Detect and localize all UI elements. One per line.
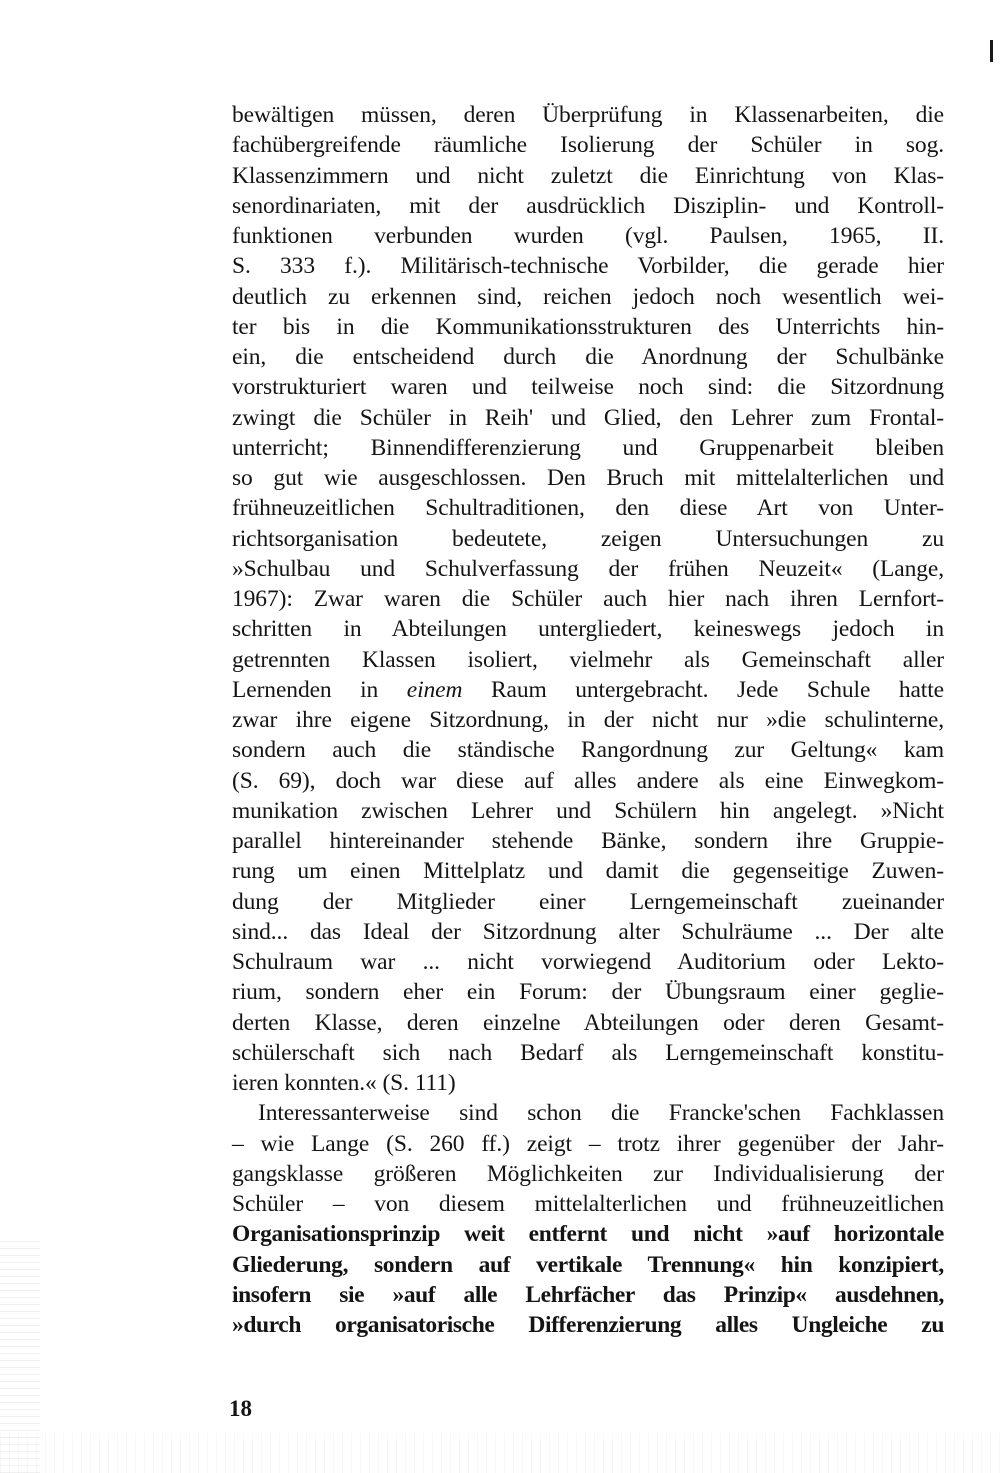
text-line: vorstrukturiert waren und teilweise noch sind: die Sitzordnung [232, 374, 944, 401]
emphasized-word: einem [406, 676, 463, 703]
text-line: zwingt die Schüler in Reih' und Glied, den Lehrer zum Frontal- [232, 404, 944, 431]
text-line: S. 333 f.). Militärisch-technische Vorbilder, die gerade hier [232, 253, 944, 280]
text-line: munikation zwischen Lehrer und Schülern hin angelegt. »Nicht [232, 797, 944, 824]
text-line: richtsorganisation bedeutete, zeigen Untersuchungen zu [232, 525, 944, 552]
text-segment: Raum untergebracht. Jede Schule hatte [462, 676, 944, 703]
scan-noise-bottom [0, 1433, 1000, 1473]
text-line: schülerschaft sich nach Bedarf als Lerngemeinschaft konstitu- [232, 1039, 944, 1066]
text-line: schritten in Abteilungen untergliedert, keineswegs jedoch in [232, 616, 944, 643]
text-line: sondern auch die ständische Rangordnung zur Geltung« kam [232, 737, 944, 764]
text-line: 1967): Zwar waren die Schüler auch hier nach ihren Lernfort- [232, 586, 944, 612]
text-segment: Lernenden in [232, 676, 407, 703]
paragraph-start-line: Interessanterweise sind schon die Francke'schen Fachklassen [258, 1100, 944, 1127]
text-line: parallel hintereinander stehende Bänke, sondern ihre Gruppie- [232, 828, 944, 854]
text-line: ter bis in die Kommunikationsstrukturen des Unterrichts hin- [232, 313, 944, 340]
text-line-dark: insofern sie »auf alle Lehrfächer das Prinzip« ausdehnen, [232, 1281, 944, 1308]
text-line: (S. 69), doch war diese auf alles andere als eine Einwegkom- [232, 767, 944, 794]
text-line: sind... das Ideal der Sitzordnung alter Schulräume ... Der alte [232, 918, 944, 945]
text-line: zwar ihre eigene Sitzordnung, in der nicht nur »die schulinterne, [232, 707, 944, 733]
text-line: deutlich zu erkennen sind, reichen jedoch noch wesentlich wei- [232, 283, 944, 310]
text-line-dark: Gliederung, sondern auf vertikale Trennung« hin konzipiert, [232, 1251, 944, 1278]
text-line: fachübergreifende räumliche Isolierung der Schüler in sog. [232, 132, 944, 159]
text-line: rung um einen Mittelplatz und damit die gegenseitige Zuwen- [232, 858, 944, 885]
text-line: Klassenzimmern und nicht zuletzt die Einrichtung von Klas- [232, 162, 944, 189]
text-line: gangsklasse größeren Möglichkeiten zur Individualisierung der [232, 1160, 944, 1187]
text-line: getrennten Klassen isoliert, vielmehr als Gemeinschaft aller [232, 646, 944, 673]
text-line: ein, die entscheidend durch die Anordnung der Schulbänke [232, 344, 944, 370]
paragraph-end-line: ieren konnten.« (S. 111) [232, 1070, 456, 1096]
text-line-dark: Organisationsprinzip weit entfernt und nicht »auf horizontale [232, 1221, 944, 1248]
body-text [232, 100, 944, 1340]
text-line: – wie Lange (S. 260 ff.) zeigt – trotz ihrer gegenüber der Jahr- [232, 1130, 944, 1157]
text-line-dark: »durch organisatorische Differenzierung alles Ungleiche zu [232, 1312, 944, 1338]
text-line: Schulraum war ... nicht vorwiegend Auditorium oder Lekto- [232, 949, 944, 975]
text-line: Schüler – von diesem mittelalterlichen und frühneuzeitlichen [232, 1191, 944, 1217]
text-line: so gut wie ausgeschlossen. Den Bruch mit mittelalterlichen und [232, 465, 944, 491]
text-line: »Schulbau und Schulverfassung der frühen Neuzeit« (Lange, [232, 555, 944, 582]
text-line: senordinariaten, mit der ausdrücklich Disziplin- und Kontroll- [232, 192, 944, 219]
text-line: dung der Mitglieder einer Lerngemeinschaft zueinander [232, 888, 944, 915]
text-line: frühneuzeitlichen Schultraditionen, den diese Art von Unter- [232, 495, 944, 522]
text-line: unterricht; Binnendifferenzierung und Gruppenarbeit bleiben [232, 434, 944, 461]
text-line: bewältigen müssen, deren Überprüfung in Klassenarbeiten, die [232, 102, 944, 128]
page-number: 18 [229, 1396, 252, 1421]
text-line-emphasis [232, 675, 944, 705]
text-line: funktionen verbunden wurden (vgl. Paulsen, 1965, II. [232, 223, 944, 249]
text-line: derten Klasse, deren einzelne Abteilungen oder deren Gesamt- [232, 1009, 944, 1036]
scan-edge-mark [990, 40, 993, 62]
text-line: rium, sondern eher ein Forum: der Übungsraum einer geglie- [232, 979, 944, 1006]
